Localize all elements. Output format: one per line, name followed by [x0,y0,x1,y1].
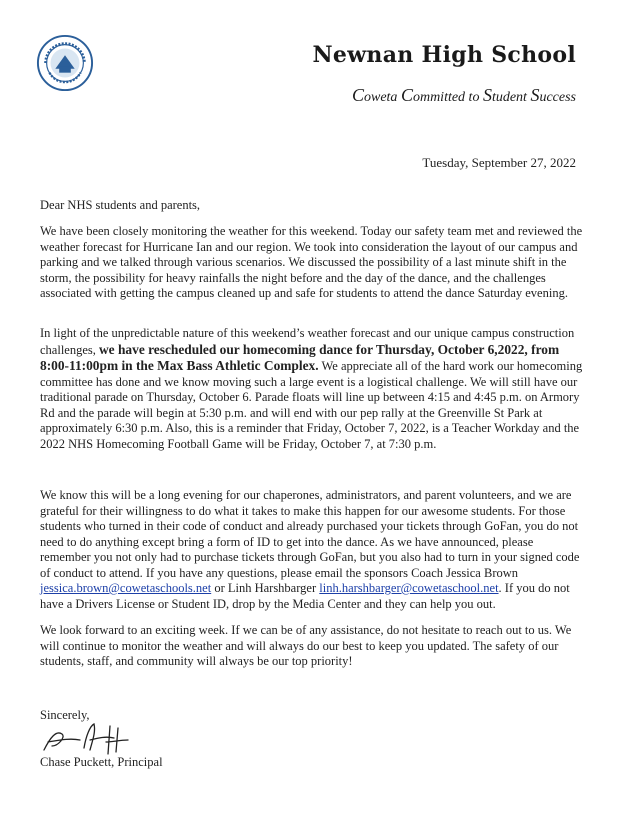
email-link-linh-harshbarger[interactable]: linh.harshbarger@cowetaschool.net [319,581,499,595]
signer-name-title: Chase Puckett, Principal [40,755,163,769]
email-link-jessica-brown[interactable]: jessica.brown@cowetaschools.net [40,581,212,595]
reschedule-announcement: we have rescheduled our homecoming dance for Thursday, October 6,2022, from 8:00-11:00pm in the Max Bass Athletic Complex. [40,341,560,373]
tickets-middle: or Linh Harshbarger [211,581,320,595]
school-name: Newnan High School [312,42,576,68]
school-tagline: Coweta Committed to Student Success [351,85,576,105]
tickets-end: . If you do not have a Drivers License or Student ID, drop by the Media Center and they can help you out. [40,581,570,611]
letter-date: Tuesday, September 27, 2022 [422,155,576,170]
signature-image [40,720,140,756]
closing-salutation: Sincerely, [40,708,90,722]
paragraph-closing-remarks: We look forward to an exciting week. If we can be of any assistance, do not hesitate to reach out to us. We will continue to monitor the weather and will always do our best to keep you updated. The safety of our students, staff, and community will always be our top priority! [40,623,572,668]
reschedule-details: We appreciate all of the hard work our homecoming committee has done and we know moving such a large event is a logistical challenge. We will still have our traditional parade on Thursday, October 6. Parade floats will line up between 4:15 and 4:45 p.m. on Armory Rd and the parade will begin at 5:30 p.m. and will end with our pep rally at the Greenville St Park at approximately 6:30 p.m. Also, this is a reminder that Friday, October 7, 2022, is a Teacher Workday and the 2022 NHS Homecoming Football Game will be Friday, October 7, at 7:30 p.m. [40,359,583,451]
paragraph-tickets [40,488,585,612]
paragraph-weather-monitoring: We have been closely monitoring the weather for this weekend. Today our safety team met and reviewed the weather forecast for Hurricane Ian and our region. We took into consideration the layout of our campus and parking and we talked through various scenarios. We discussed the possibility of a last minute shift in the storm, the possibility for heavy rainfalls the night before and the day of the dance, and the challenges associated with getting the campus cleaned up and safe for students to attend the dance Saturday evening. [40,224,583,300]
tickets-text: We know this will be a long evening for our chaperones, administrators, and parent volunteers, and we are grateful for their willingness to do what it takes to make this happen for our awesome students. For those students who turned in their code of conduct and already purchased your tickets through GoFan, you do not need to do anything except bring a form of ID to get into the dance. As we have announced, please remember you not only had to purchase tickets through GoFan, but you also had to turn in your signed code of conduct to attend. If you have any questions, please email the sponsors Coach Jessica Brown [40,488,580,580]
reschedule-intro: In light of the unpredictable nature of this weekend’s weather forecast and our unique campus construction challenges, [40,326,575,357]
greeting: Dear NHS students and parents, [40,198,201,212]
school-seal-logo [36,34,94,92]
paragraph-reschedule [40,326,585,452]
